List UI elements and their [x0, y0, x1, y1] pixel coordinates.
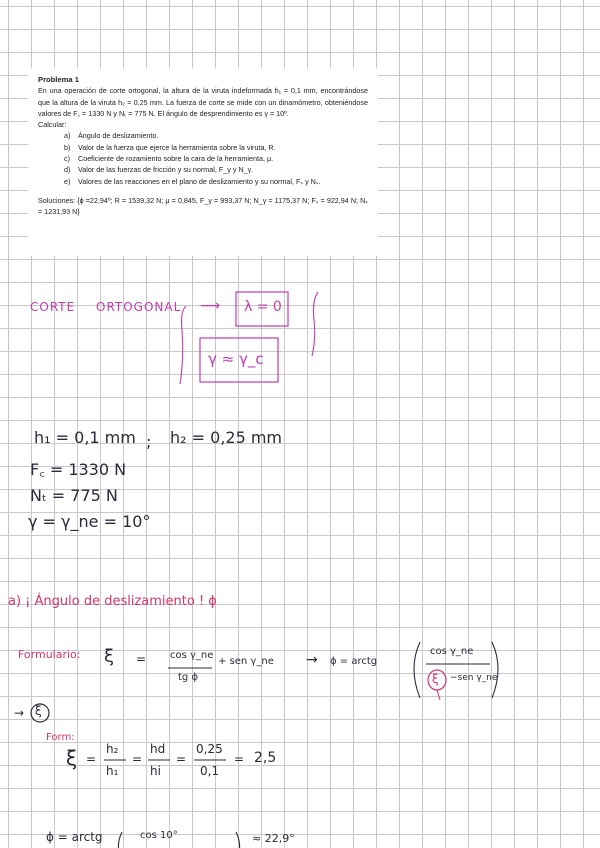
equals: = — [234, 752, 245, 766]
data-h2: h₂ = 0,25 mm — [170, 428, 283, 447]
cos10: cos 10° — [140, 830, 178, 841]
task-item: a) Ángulo de deslizamiento. — [64, 131, 159, 141]
phi-last-line: ϕ = arctg — [46, 830, 103, 844]
task-item: e) Valores de las reacciones en el plano de deslizamiento y su normal, Fₛ y Nₛ. — [64, 176, 321, 186]
data-nt: Nₜ = 775 N — [30, 486, 118, 505]
form-label: Form: — [46, 732, 75, 743]
arrow-icon: ⟶ — [200, 298, 221, 314]
h1-denominator: h₁ — [106, 764, 119, 778]
phi-result: ≈ 22,9° — [252, 832, 295, 845]
solutions: Soluciones: {ϕ =22,94º; R = 1539,32 N; μ = 0,845, F_γ = 993,37 N; N_γ = 1175,37 N; Fₛ = 922,94 N; Nₛ = 1231,93 N} — [38, 195, 368, 217]
equals: = — [86, 752, 97, 766]
equals: = — [132, 752, 143, 766]
xi-circle-tail — [437, 690, 440, 700]
value-numerator: 0,25 — [196, 742, 223, 756]
paren-right — [492, 642, 498, 698]
phi-arctg: ϕ = arctg — [330, 656, 378, 667]
equals: = — [136, 652, 147, 666]
paren-right — [236, 832, 240, 848]
h2-numerator: h₂ — [106, 742, 119, 756]
task-item: c) Coeficiente de rozamiento sobre la cara de la herramienta, μ. — [64, 154, 274, 164]
value-denominator: 0,1 — [200, 764, 220, 778]
part-a-heading: a) ¡ Ángulo de deslizamiento ! ϕ — [8, 594, 217, 609]
separator: ; — [146, 432, 152, 451]
paren-left — [118, 832, 122, 848]
circled-xi-label: ξ — [35, 704, 42, 718]
task-item: b) Valor de la fuerza que ejerce la herramienta sobre la viruta, R. — [64, 142, 276, 152]
arrow-icon: → — [14, 706, 25, 720]
equals: = — [176, 752, 187, 766]
problem-title: Problema 1 — [38, 75, 79, 84]
data-gamma: γ = γ_ne = 10° — [28, 512, 151, 531]
inner-xi: ξ — [432, 672, 439, 686]
problem-text: En una operación de corte ortogonal, la altura de la viruta indeformada h₁ = 0,1 mm, encontrándose que la altura de la viruta h₂ = 0,25 mm. La fuerza de corte se mide con un dinamómetro, obteniéndose valores de F꜀ = 1330 N y Nₜ = 775 N. El ángulo de desprendimiento es γ = 10º. — [38, 86, 368, 118]
xi-a: ξ — [66, 746, 78, 770]
formula-numerator: cos γ_ne — [170, 650, 214, 661]
hi-denominator: hi — [150, 764, 161, 778]
gamma-equation: γ ≈ γ_c — [208, 350, 264, 368]
left-brace — [180, 306, 186, 384]
paren-left — [414, 642, 420, 698]
data-fc: F꜀ = 1330 N — [30, 460, 127, 479]
right-brace — [312, 292, 318, 356]
formula-plus-sin: + sen γ_ne — [218, 656, 274, 667]
xi-symbol: ξ — [104, 646, 115, 667]
calc-label: Calcular: — [38, 120, 67, 130]
xi-result: 2,5 — [254, 750, 277, 766]
inner-numerator: cos γ_ne — [430, 646, 474, 657]
task-item: d) Valor de las fuerzas de fricción y su normal, F_γ y N_γ. — [64, 165, 254, 175]
note-corte: CORTE — [30, 300, 76, 314]
data-h1: h₁ = 0,1 mm — [34, 428, 136, 447]
note-ortogonal: ORTOGONAL — [96, 300, 182, 314]
hd-numerator: hd — [150, 742, 166, 756]
implies-arrow: → — [306, 652, 318, 668]
inner-denominator: −sen γ_ne — [450, 673, 498, 683]
lambda-equation: λ = 0 — [244, 299, 282, 315]
formula-denominator: tg ϕ — [178, 672, 199, 683]
formula-label: Formulario: — [18, 648, 81, 661]
